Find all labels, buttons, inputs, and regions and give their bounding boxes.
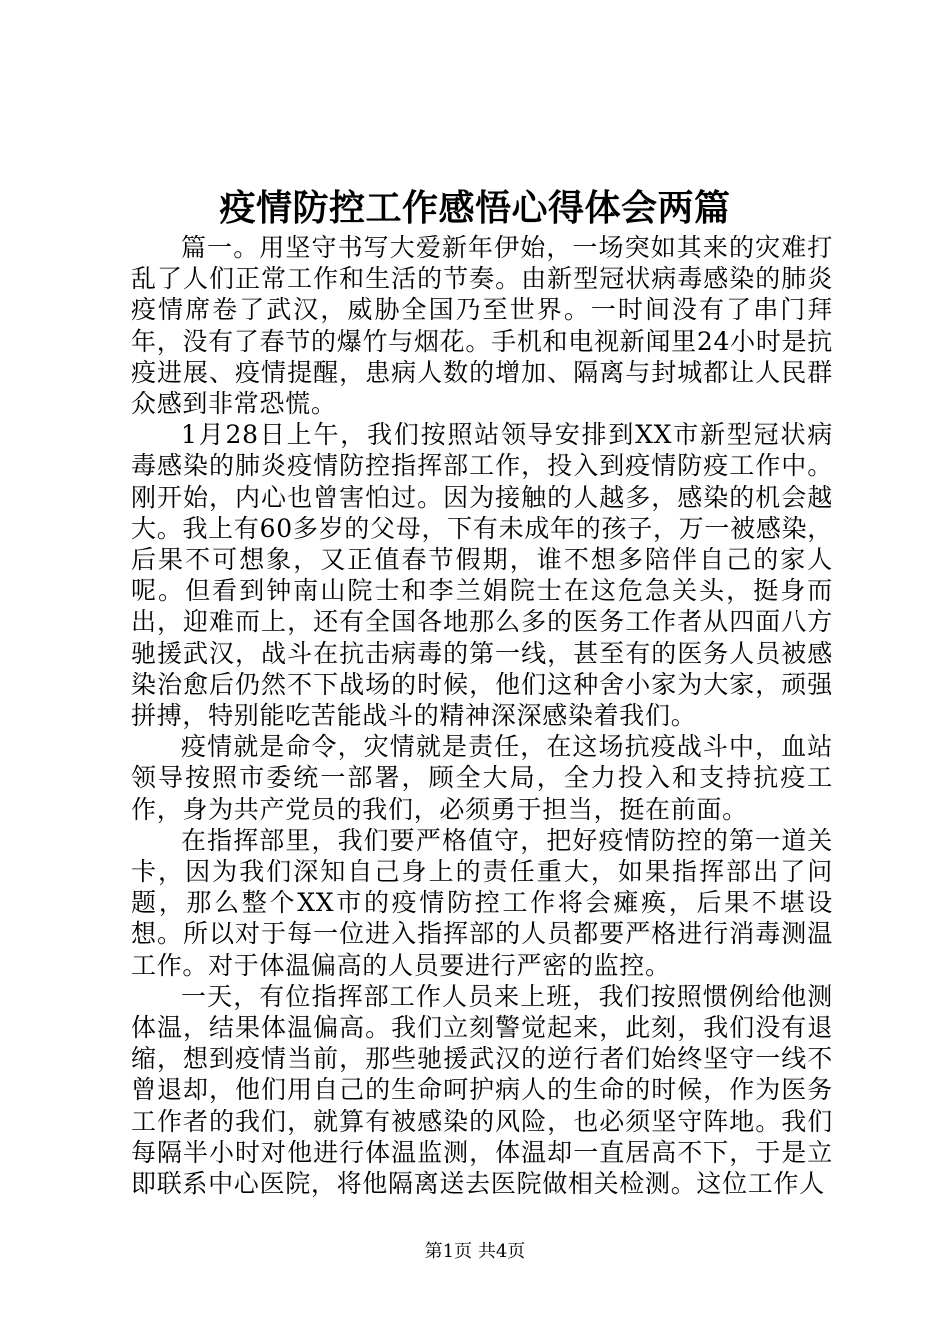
paragraph-1: 篇一。用坚守书写大爱新年伊始，一场突如其来的灾难打乱了人们正常工作和生活的节奏。由新型冠状病毒感染的肺炎疫情席卷了武汉，威胁全国乃至世界。一时间没有了串门拜年，没有了春节的爆竹与烟花。手机和电视新闻里24小时是抗疫进展、疫情提醒，患病人数的增加、隔离与封城都让人民群众感到非常恐慌。 — [131, 233, 833, 419]
document-title: 疫情防控工作感悟心得体会两篇 — [219, 187, 731, 229]
paragraph-2: 1月28日上午，我们按照站领导安排到XX市新型冠状病毒感染的肺炎疫情防控指挥部工作，投入到疫情防疫工作中。刚开始，内心也曾害怕过。因为接触的人越多，感染的机会越大。我上有60多岁的父母，下有未成年的孩子，万一被感染，后果不可想象，又正值春节假期，谁不想多陪伴自己的家人呢。但看到钟南山院士和李兰娟院士在这危急关头，挺身而出，迎难而上，还有全国各地那么多的医务工作者从四面八方驰援武汉，战斗在抗击病毒的第一线，甚至有的医务人员被感染治愈后仍然不下战场的时候，他们这种舍小家为大家，顽强拼搏，特别能吃苦能战斗的精神深深感染着我们。 — [131, 420, 833, 731]
paragraph-5: 一天，有位指挥部工作人员来上班，我们按照惯例给他测体温，结果体温偏高。我们立刻警觉起来，此刻，我们没有退缩，想到疫情当前，那些驰援武汉的逆行者们始终坚守一线不曾退却，他们用自己的生命呵护病人的生命的时候，作为医务工作者的我们，就算有被感染的风险，也必须坚守阵地。我们每隔半小时对他进行体温监测，体温却一直居高不下，于是立即联系中心医院，将他隔离送去医院做相关检测。这位工作人 — [131, 981, 833, 1199]
paragraph-3: 疫情就是命令，灾情就是责任，在这场抗疫战斗中，血站领导按照市委统一部署，顾全大局，全力投入和支持抗疫工作，身为共产党员的我们，必须勇于担当，挺在前面。 — [131, 732, 833, 824]
paragraph-4: 在指挥部里，我们要严格值守，把好疫情防控的第一道关卡，因为我们深知自己身上的责任重大，如果指挥部出了问题，那么整个XX市的疫情防控工作将会瘫痪，后果不堪设想。所以对于每一位进入指挥部的人员都要严格进行消毒测温工作。对于体温偏高的人员要进行严密的监控。 — [131, 825, 833, 980]
document-body — [131, 232, 833, 1199]
page-number-footer: 第1页 共4页 — [424, 1241, 526, 1262]
